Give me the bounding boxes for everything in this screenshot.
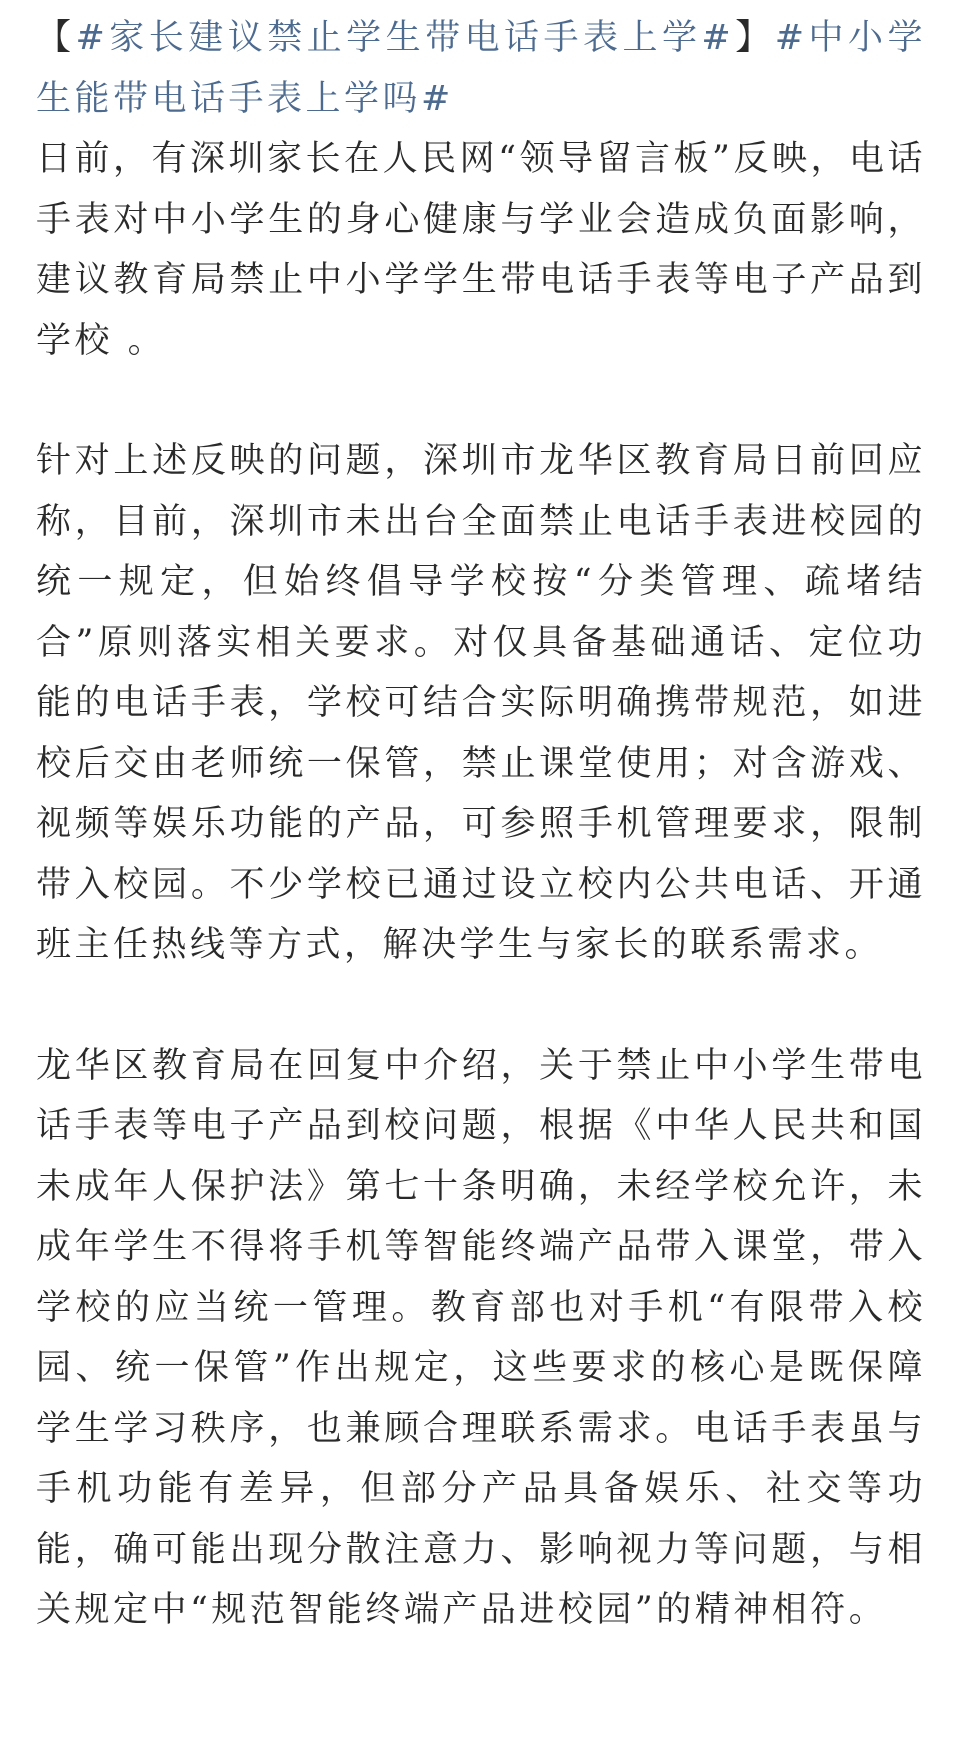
paragraph-regulation: 龙华区教育局在回复中介绍，关于禁止中小学生带电话手表等电子产品到校问题，根据《中华人民共和国未成年人保护法》第七十条明确，未经学校允许，未成年学生不得将手机等智能终端产品带入课堂，带入学校的应当统一管理。教育部也对手机“有限带入校园、统一保管”作出规定，这些要求的核心是既保障学生学习秩序，也兼顾合理联系需求。电话手表虽与手机功能有差异，但部分产品具备娱乐、社交等功能，确可能出现分散注意力、影响视力等问题，与相关规定中“规范智能终端产品进校园”的精神相符。 [36, 1045, 926, 1630]
close-bracket: 】 [734, 18, 775, 58]
article-body [36, 0, 926, 1641]
paragraph-spacer [36, 976, 926, 1036]
topic-tag-parent-suggestion[interactable]: #家长建议禁止学生带电话手表上学# [75, 18, 735, 58]
paragraph-intro: 日前，有深圳家长在人民网“领导留言板”反映，电话手表对中小学生的身心健康与学业会造成负面影响，建议教育局禁止中小学学生带电话手表等电子产品到学校 。 [36, 139, 926, 361]
headline [36, 0, 926, 129]
open-bracket: 【 [36, 18, 76, 58]
paragraph-response: 针对上述反映的问题，深圳市龙华区教育局日前回应称，目前，深圳市未出台全面禁止电话手表进校园的统一规定，但始终倡导学校按“分类管理、疏堵结合”原则落实相关要求。对仅具备基础通话、定位功能的电话手表，学校可结合实际明确携带规范，如进校后交由老师统一保管，禁止课堂使用；对含游戏、视频等娱乐功能的产品，可参照手机管理要求，限制带入校园。不少学校已通过设立校内公共电话、开通班主任热线等方式，解决学生与家长的联系需求。 [36, 441, 926, 965]
topic-tag-can-students-bring-watch[interactable]: #中小学生能带电话手表上学吗# [36, 18, 926, 119]
paragraph-spacer [36, 371, 926, 431]
